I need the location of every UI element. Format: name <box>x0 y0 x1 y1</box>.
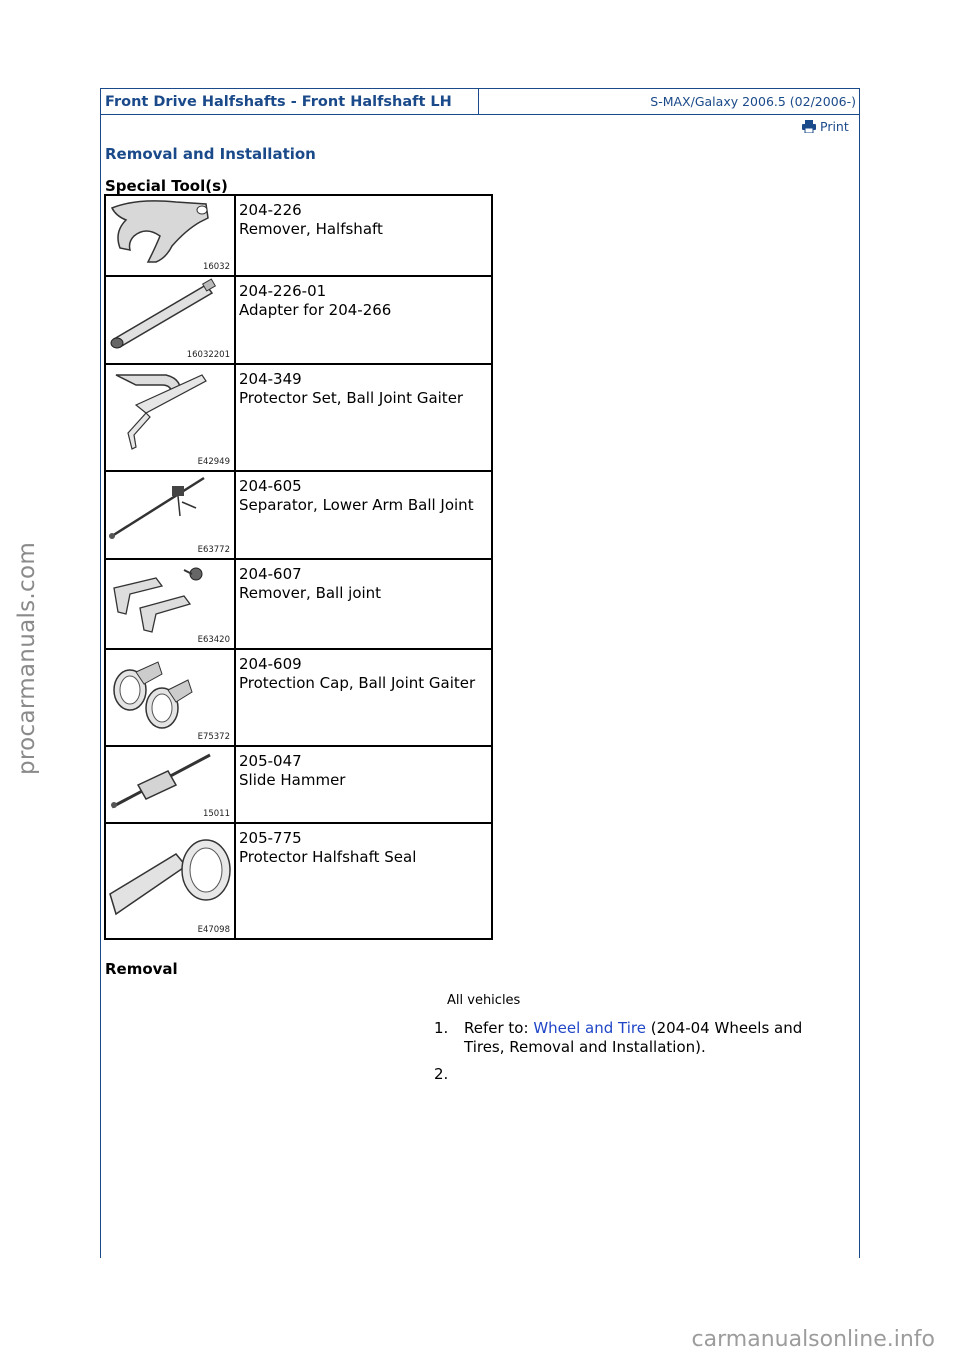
removal-heading: Removal <box>105 960 178 978</box>
tool-row <box>105 746 492 823</box>
tool-name: Protector Halfshaft Seal <box>239 848 417 866</box>
tool-name: Remover, Ball joint <box>239 584 382 602</box>
tool-name: Separator, Lower Arm Ball Joint <box>239 496 474 514</box>
tool-code: 204-226-01 <box>239 282 327 300</box>
tool-image-label: E42949 <box>197 457 230 467</box>
removal-step <box>434 1065 464 1084</box>
tool-image-label: E63420 <box>197 635 230 645</box>
vehicles-note: All vehicles <box>447 993 521 1008</box>
tool-image-label: E63772 <box>197 545 230 555</box>
tool-name: Protector Set, Ball Joint Gaiter <box>239 389 464 407</box>
removal-step <box>434 1019 803 1056</box>
tool-row <box>105 195 492 276</box>
step-suffix: (204-04 Wheels and Tires, Removal and Installation). <box>464 1019 803 1056</box>
bottom-watermark: carmanualsonline.info <box>691 1327 935 1352</box>
print-label: Print <box>820 119 849 134</box>
special-tools-table <box>104 194 493 940</box>
tool-code: 205-775 <box>239 829 302 847</box>
tool-image-label: 16032201 <box>186 350 230 360</box>
step-number: 1. <box>434 1019 449 1037</box>
tool-image-label: 16032 <box>202 262 230 272</box>
step-prefix: Refer to: <box>464 1019 534 1037</box>
tool-image-label: 15011 <box>202 809 230 819</box>
tool-code: 204-349 <box>239 370 302 388</box>
tool-name: Protection Cap, Ball Joint Gaiter <box>239 674 476 692</box>
tool-code: 204-607 <box>239 565 302 583</box>
protection-cap-image <box>106 650 234 745</box>
tool-row <box>105 823 492 939</box>
tool-image-label: E47098 <box>197 925 230 935</box>
tool-code: 205-047 <box>239 752 302 770</box>
special-tools-heading: Special Tool(s) <box>105 177 228 195</box>
tool-code: 204-609 <box>239 655 302 673</box>
page-title: Front Drive Halfshafts - Front Halfshaft LH <box>101 89 479 114</box>
tool-row <box>105 276 492 364</box>
adapter-image <box>106 277 234 363</box>
print-button[interactable] <box>802 119 849 134</box>
tool-code: 204-226 <box>239 201 302 219</box>
tool-row <box>105 471 492 559</box>
step-number: 2. <box>434 1065 449 1083</box>
vehicle-model: S-MAX/Galaxy 2006.5 (02/2006-) <box>650 94 856 109</box>
tool-row <box>105 364 492 471</box>
printer-icon <box>802 120 816 133</box>
halfshaft-seal-protector-image <box>106 824 234 938</box>
tool-name: Remover, Halfshaft <box>239 220 383 238</box>
slide-hammer-image <box>106 747 234 822</box>
tool-image-label: E75372 <box>197 732 230 742</box>
side-watermark: procarmanuals.com <box>14 541 40 775</box>
tool-code: 204-605 <box>239 477 302 495</box>
protector-set-image <box>106 365 234 470</box>
ball-joint-remover-image <box>106 560 234 648</box>
tool-name: Adapter for 204-266 <box>239 301 392 319</box>
halfshaft-remover-image <box>106 196 234 275</box>
wheel-and-tire-link[interactable]: Wheel and Tire <box>533 1019 646 1037</box>
section-title: Removal and Installation <box>105 145 316 163</box>
tool-name: Slide Hammer <box>239 771 346 789</box>
tool-row <box>105 649 492 746</box>
header-bar <box>100 88 860 115</box>
separator-image <box>106 472 234 558</box>
tool-row <box>105 559 492 649</box>
